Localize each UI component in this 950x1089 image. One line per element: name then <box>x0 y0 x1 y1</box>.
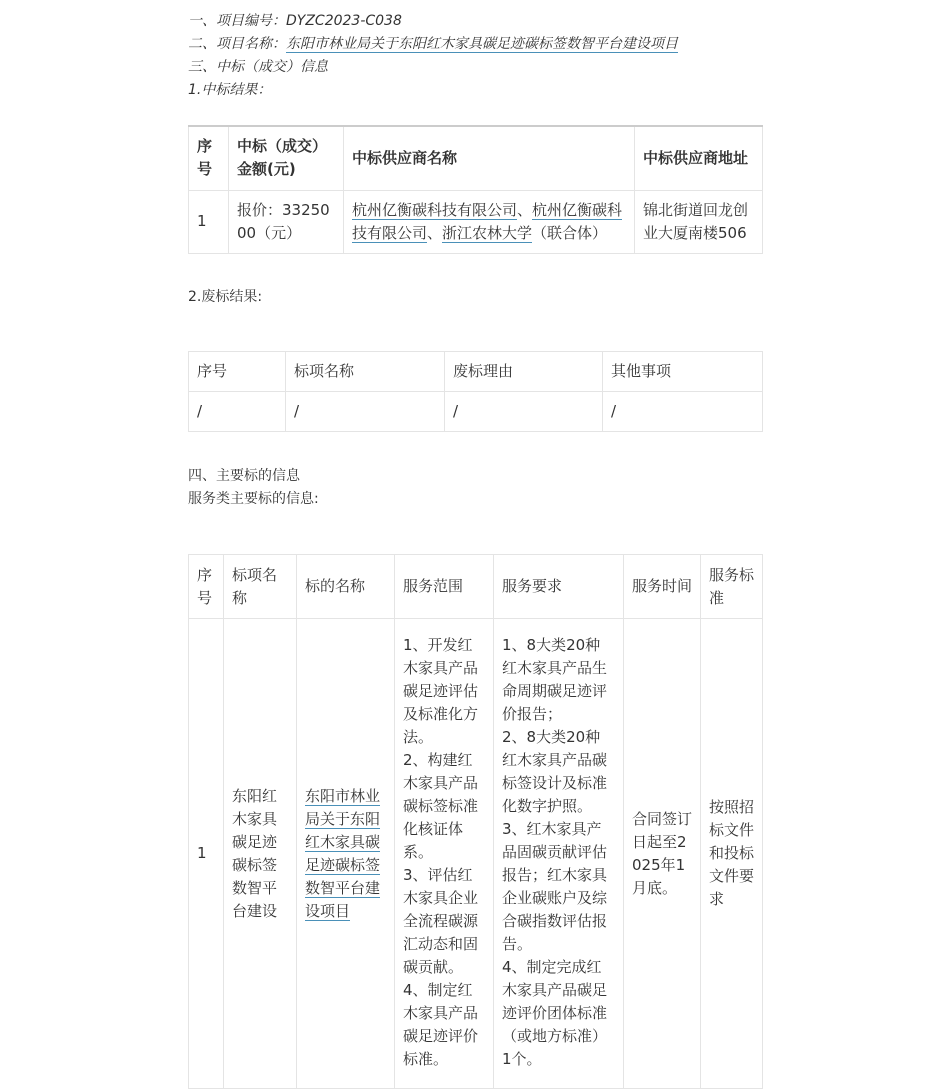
award-result-label: 1.中标结果： <box>188 82 272 98</box>
main-info-subtitle: 服务类主要标的信息: <box>188 491 319 507</box>
project-name-line <box>188 33 762 56</box>
main-standard: 按照招标文件和投标文件要求 <box>701 619 763 1089</box>
main-info-section <box>188 465 319 511</box>
award-col-address: 中标供应商地址 <box>635 126 763 190</box>
award-col-amount: 中标（成交）金额(元) <box>229 126 344 190</box>
award-index: 1 <box>189 190 229 253</box>
failed-col-other: 其他事项 <box>603 352 763 392</box>
award-table-header <box>189 126 763 190</box>
failed-cell: / <box>445 392 603 432</box>
failed-cell: / <box>286 392 445 432</box>
supplier-link[interactable]: 杭州亿衡碳科技有限公司 <box>352 200 518 219</box>
supplier-link[interactable]: 浙江农林大学 <box>442 223 533 242</box>
award-supplier <box>344 190 635 253</box>
table-row <box>189 392 763 432</box>
main-item-name: 东阳红木家具碳足迹碳标签数智平台建设 <box>224 619 297 1089</box>
table-row <box>189 619 763 1089</box>
award-address: 锦北街道回龙创业大厦南楼506 <box>635 190 763 253</box>
award-table <box>188 125 763 254</box>
award-amount: 报价：3325000（元） <box>229 190 344 253</box>
failed-col-reason: 废标理由 <box>445 352 603 392</box>
project-number: 一、项目编号：DYZC2023-C038 <box>188 13 402 29</box>
main-col-scope: 服务范围 <box>395 555 494 619</box>
failed-cell: / <box>603 392 763 432</box>
subject-link[interactable]: 东阳市林业局关于东阳红木家具碳足迹碳标签数智平台建设项目 <box>305 786 381 920</box>
separator: 、 <box>427 223 443 242</box>
main-col-subject: 标的名称 <box>297 555 395 619</box>
main-col-item-name: 标项名称 <box>224 555 297 619</box>
award-info-heading: 三、中标（成交）信息 <box>188 59 328 75</box>
main-info-title: 四、主要标的信息 <box>188 468 300 484</box>
project-name-label: 二、项目名称： <box>188 36 286 52</box>
main-index: 1 <box>189 619 224 1089</box>
separator: 、 <box>517 200 533 219</box>
consortium-label: （联合体） <box>532 223 608 242</box>
failed-cell: / <box>189 392 286 432</box>
main-col-requirements: 服务要求 <box>494 555 624 619</box>
failed-col-item: 标项名称 <box>286 352 445 392</box>
failed-table-header <box>189 352 763 392</box>
main-time: 合同签订日起至2025年1月底。 <box>624 619 701 1089</box>
main-subject <box>297 619 395 1089</box>
failed-result-label: 2.废标结果: <box>188 289 263 305</box>
supplier-link[interactable]: 杭州亿衡碳科技有限公司 <box>352 200 623 242</box>
main-scope: 1、开发红木家具产品碳足迹评估及标准化方法。 2、构建红木家具产品碳标签标准化核证体系。 3、评估红木家具企业全流程碳源汇动态和固碳贡献。 4、制定红木家具产品碳足迹评价标准。 <box>395 619 494 1089</box>
announcement-content <box>188 0 762 1068</box>
main-requirements: 1、8大类20种红木家具产品生命周期碳足迹评价报告； 2、8大类20种红木家具产品碳标签设计及标准化数字护照。 3、红木家具产品固碳贡献评估报告；红木家具企业碳账户及综合碳指数评估报告。 4、制定完成红木家具产品碳足迹评价团体标准（或地方标准）1个。 <box>494 619 624 1089</box>
main-info-table <box>188 554 763 1089</box>
award-col-index: 序号 <box>189 126 229 190</box>
main-col-index: 序号 <box>189 555 224 619</box>
award-col-supplier: 中标供应商名称 <box>344 126 635 190</box>
project-name-link[interactable]: 东阳市林业局关于东阳红木家具碳足迹碳标签数智平台建设项目 <box>286 36 678 52</box>
failed-table <box>188 351 763 432</box>
table-row <box>189 190 763 253</box>
main-col-standard: 服务标准 <box>701 555 763 619</box>
main-info-table-header <box>189 555 763 619</box>
failed-col-index: 序号 <box>189 352 286 392</box>
main-col-time: 服务时间 <box>624 555 701 619</box>
